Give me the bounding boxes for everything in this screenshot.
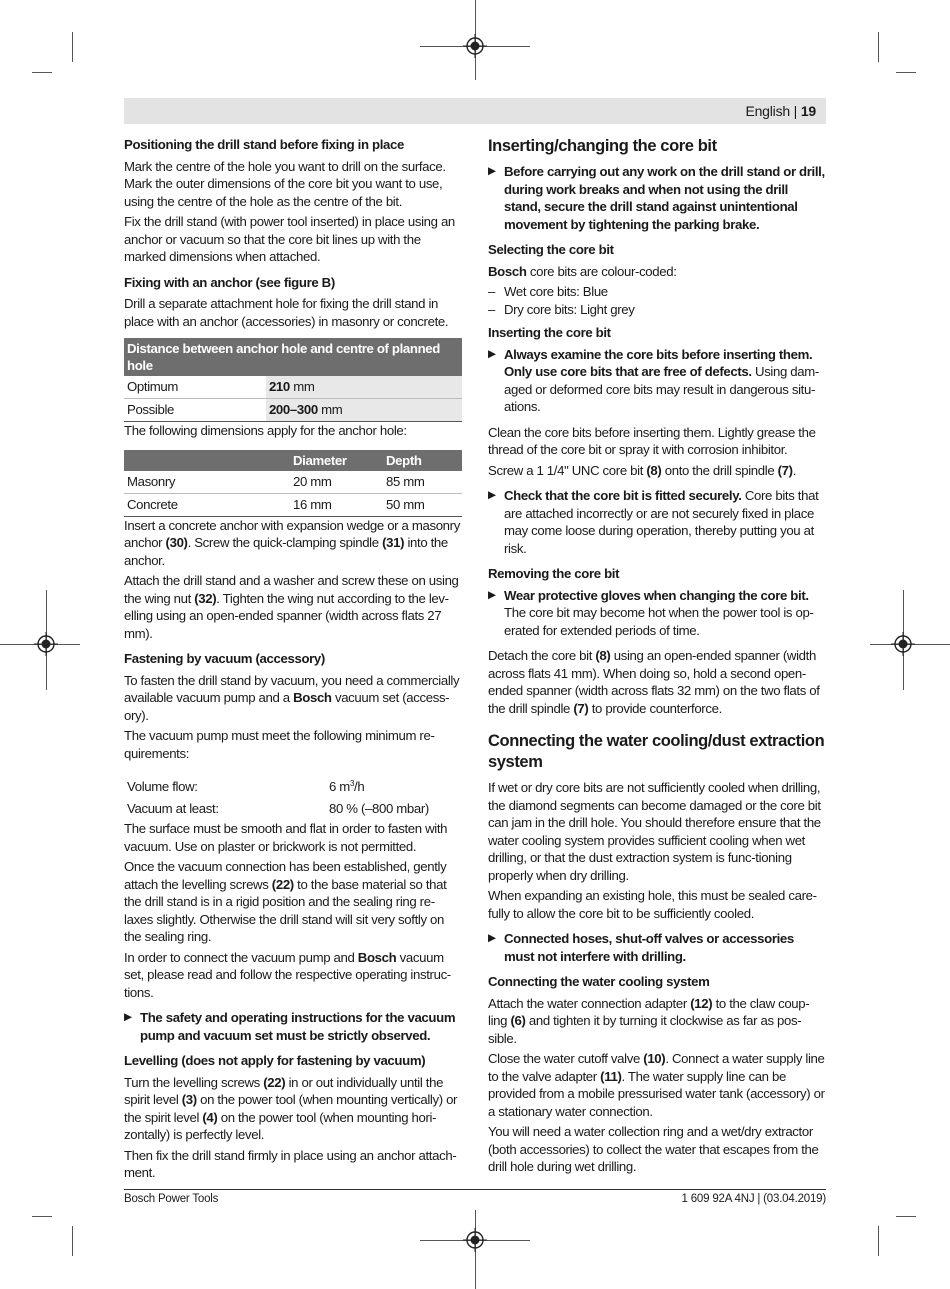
crop-mark <box>32 1216 52 1217</box>
reference-number: (7) <box>573 700 589 716</box>
right-column <box>488 136 826 1179</box>
paragraph: The vacuum pump must meet the following minimum re-quirements: <box>124 728 435 761</box>
table-cell: Concrete <box>124 493 290 516</box>
header-language: English <box>745 103 790 119</box>
text: using an open-ended spanner (width across flats 41 mm). When doing so, hold a second open-ended spanner (width across flats 32 mm) on the two flats of the drill spindle <box>488 648 820 716</box>
text: . <box>792 462 797 478</box>
footer-rule <box>124 1189 826 1190</box>
table-unit: mm <box>317 402 343 417</box>
reference-number: (8) <box>646 462 662 478</box>
paragraph: If wet or dry core bits are not sufficiently cooled when drilling, the diamond segments can become damaged or the core bit can jam in the drill hole. You should therefore ensure that the water cooling system provides sufficient cooling when wet drilling, or that the dust extraction system is func-tioning properly when dry drilling. <box>488 780 821 883</box>
footer-doc-number: 1 609 92A 4NJ | (03.04.2019) <box>681 1193 826 1205</box>
table-cell: 16 mm <box>290 493 383 516</box>
page-number: 19 <box>800 103 816 119</box>
paragraph <box>124 1074 462 1144</box>
section-heading-water-cooling: Connecting the water cooling/dust extraction system <box>488 732 825 771</box>
text: in or out individually until the spirit level <box>124 1074 444 1107</box>
table-row <box>124 399 462 422</box>
text: Close the water cutoff valve <box>488 1051 644 1066</box>
safety-warning <box>488 346 826 416</box>
crop-mark <box>896 1216 916 1217</box>
list-item <box>488 301 826 319</box>
safety-warning <box>488 163 826 233</box>
text: Once the vacuum connection has been established, gently attach the levelling screws <box>124 859 447 892</box>
paragraph: Then fix the drill stand firmly in place using an anchor attach-ment. <box>124 1147 457 1180</box>
warning-arrow-icon: ▶ <box>488 932 496 944</box>
warning-text-bold: Always examine the core bits before inserting them. Only use core bits that are free of defects. <box>504 346 813 379</box>
reference-number: (22) <box>263 1074 286 1090</box>
table-cell: 20 mm <box>290 471 383 494</box>
text: to provide counterforce. <box>588 700 722 716</box>
warning-text: The core bit may become hot when the power tool is op-erated for extended periods of time. <box>504 605 814 638</box>
paragraph: The following dimensions apply for the anchor hole: <box>124 423 407 438</box>
paragraph <box>124 949 462 1002</box>
subsection-heading-removing: Removing the core bit <box>488 566 620 581</box>
table-header: Depth <box>383 450 462 471</box>
reference-number: (11) <box>600 1068 622 1084</box>
table-header <box>124 450 290 471</box>
reference-number: (4) <box>202 1109 218 1125</box>
text: Detach the core bit <box>488 648 596 663</box>
registration-target-icon <box>463 1228 487 1252</box>
text: vacuum set (access-ory). <box>124 690 450 723</box>
table-value: 200–300 <box>268 402 318 417</box>
vacuum-spec-table <box>124 776 462 820</box>
text: to the base material so that the drill stand is in a rigid position and the sealing ring re-laxes slightly. Otherwise the drill stand will sit very softly on the sealing ring. <box>124 876 447 944</box>
paragraph: Clean the core bits before inserting them. Lightly grease the thread of the core bit or spray it with corrosion inhibitor. <box>488 424 816 457</box>
section-heading-positioning: Positioning the drill stand before fixing in place <box>124 137 404 152</box>
text: Attach the water connection adapter <box>488 995 691 1011</box>
warning-arrow-icon: ▶ <box>124 1011 132 1023</box>
warning-text: Using dam-aged or deformed core bits may result in dangerous situ-ations. <box>504 364 819 414</box>
text: into the anchor. <box>124 535 448 568</box>
warning-text: Core bits that are attached incorrectly or are not securely fixed in place may come loose during operation, thereby putting you at risk. <box>504 488 819 556</box>
text: and tighten it by turning it clockwise as far as pos-sible. <box>488 1013 802 1046</box>
warning-text-bold: Wear protective gloves when changing the core bit. <box>504 587 809 603</box>
reference-number: (8) <box>595 648 611 663</box>
paragraph: You will need a water collection ring and a wet/dry extractor (both accessories) to collect the water that escapes from the drill hole during wet drilling. <box>488 1124 819 1174</box>
text: To fasten the drill stand by vacuum, you need a commercially available vacuum pump and a <box>124 672 460 705</box>
text: Insert a concrete anchor with expansion wedge or a masonry anchor <box>124 517 460 550</box>
spec-value: 6 m <box>329 779 350 794</box>
paragraph <box>124 672 462 725</box>
warning-text: Connected hoses, shut-off valves or accessories must not interfere with drilling. <box>504 931 794 964</box>
warning-arrow-icon: ▶ <box>488 165 496 177</box>
text: . The water supply line can be provided from a mobile pressurised water tank (accessory) or a stationary water connection. <box>488 1068 825 1119</box>
paragraph: When expanding an existing hole, this must be sealed care-fully to allow the core bit to be sufficiently cooled. <box>488 888 817 921</box>
text: onto the drill spindle <box>661 462 778 478</box>
dash-marker: – <box>488 301 495 317</box>
header-separator: | <box>793 103 798 119</box>
text: on the power tool (when mounting hori-zontally) is perfectly level. <box>124 1109 437 1142</box>
registration-target-icon <box>891 632 915 656</box>
text: core bits are colour-coded: <box>526 263 677 279</box>
dash-marker: – <box>488 284 495 299</box>
registration-target-icon <box>463 34 487 58</box>
colour-code-list <box>488 283 826 318</box>
table-cell: Optimum <box>124 376 266 399</box>
text: . Tighten the wing nut according to the lev-elling using an open-ended spanner (width across flats 27 mm). <box>124 590 449 641</box>
crop-mark <box>878 32 879 62</box>
anchor-distance-table <box>124 338 462 422</box>
page-header-text <box>745 103 816 119</box>
section-heading-anchor: Fixing with an anchor (see figure B) <box>124 274 335 290</box>
table-row <box>124 471 462 494</box>
text: Turn the levelling screws <box>124 1074 264 1090</box>
reference-number: (7) <box>777 462 793 478</box>
subsection-heading-inserting: Inserting the core bit <box>488 325 611 340</box>
table-cell: Volume flow: <box>127 779 198 794</box>
table-header: Diameter <box>290 450 383 471</box>
crop-mark <box>32 72 52 73</box>
table-unit: mm <box>289 379 315 394</box>
text: on the power tool (when mounting vertically) or the spirit level <box>124 1092 458 1125</box>
list-item <box>488 283 826 301</box>
crop-mark <box>72 1226 73 1256</box>
crop-mark <box>878 1226 879 1256</box>
table-row <box>124 493 462 516</box>
subsection-heading-water-cooling-system: Connecting the water cooling system <box>488 974 710 989</box>
table-cell: Vacuum at least: <box>127 801 219 816</box>
reference-number: (12) <box>690 995 713 1011</box>
left-column <box>124 136 462 1185</box>
reference-number: (30) <box>165 535 188 550</box>
table-header: Distance between anchor hole and centre of planned hole <box>124 338 462 376</box>
section-heading-vacuum: Fastening by vacuum (accessory) <box>124 651 325 666</box>
table-cell <box>266 399 462 422</box>
table-row <box>124 776 462 798</box>
spec-unit: /h <box>354 779 365 794</box>
table-value: 210 <box>268 379 290 394</box>
warning-arrow-icon: ▶ <box>488 588 496 601</box>
paragraph <box>488 1050 826 1120</box>
paragraph <box>124 572 462 642</box>
reference-number: (10) <box>643 1051 666 1066</box>
footer-brand: Bosch Power Tools <box>124 1193 219 1205</box>
text: . Connect a water supply line to the valve adapter <box>488 1051 825 1084</box>
safety-warning <box>488 487 826 557</box>
reference-number: (6) <box>510 1013 526 1028</box>
safety-warning <box>124 1009 462 1044</box>
brand-name: Bosch <box>488 263 527 279</box>
reference-number: (31) <box>382 535 405 550</box>
text: Screw a 1 1/4" UNC core bit <box>488 462 647 478</box>
crop-mark <box>896 72 916 73</box>
warning-text: The safety and operating instructions for the vacuum pump and vacuum set must be strictly observed. <box>140 1010 456 1043</box>
table-cell: 85 mm <box>383 471 462 494</box>
list-item-text: Dry core bits: Light grey <box>504 301 635 317</box>
warning-text: Before carrying out any work on the drill stand or drill, during work breaks and when not using the drill stand, secure the drill stand against unintentional movement by tightening the parking brake. <box>504 164 825 232</box>
anchor-hole-table <box>124 450 462 517</box>
warning-arrow-icon: ▶ <box>488 347 496 360</box>
paragraph: Fix the drill stand (with power tool inserted) in place using an anchor or vacuum so that the core bit lines up with the marked dimensions when attached. <box>124 214 455 264</box>
warning-text-bold: Check that the core bit is fitted securely. <box>504 488 742 503</box>
table-cell: 50 mm <box>383 493 462 516</box>
paragraph <box>488 263 826 281</box>
table-cell <box>326 776 462 798</box>
text: . Screw the quick-clamping spindle <box>187 535 383 550</box>
safety-warning <box>488 930 826 965</box>
paragraph: The surface must be smooth and flat in order to fasten with vacuum. Use on plaster or brickwork is not permitted. <box>124 821 448 854</box>
table-cell: Masonry <box>124 471 290 494</box>
brand-name: Bosch <box>293 690 332 705</box>
crop-mark <box>72 32 73 62</box>
section-heading-levelling: Levelling (does not apply for fastening by vacuum) <box>124 1053 426 1068</box>
table-row <box>124 376 462 399</box>
text: to the claw coup-ling <box>488 995 810 1028</box>
reference-number: (3) <box>181 1092 197 1107</box>
brand-name: Bosch <box>357 949 397 965</box>
text: In order to connect the vacuum pump and <box>124 949 358 965</box>
paragraph <box>488 462 826 480</box>
paragraph <box>488 995 826 1048</box>
section-heading-core-bit: Inserting/changing the core bit <box>488 137 717 155</box>
paragraph: Drill a separate attachment hole for fixing the drill stand in place with an anchor (accessories) in masonry or concrete. <box>124 296 449 329</box>
reference-number: (32) <box>194 590 217 606</box>
paragraph <box>488 647 826 717</box>
text: Attach the drill stand and a washer and screw these on using the wing nut <box>124 573 459 606</box>
table-cell <box>266 376 462 399</box>
paragraph <box>124 517 462 570</box>
paragraph <box>124 858 462 946</box>
spec-superscript: 3 <box>349 779 355 788</box>
warning-arrow-icon: ▶ <box>488 489 496 501</box>
registration-target-icon <box>34 632 58 656</box>
text: vacuum set, please read and follow the respective operating instruc-tions. <box>124 949 451 1000</box>
table-row <box>124 798 462 820</box>
table-cell: 80 % (–800 mbar) <box>329 801 429 816</box>
paragraph: Mark the centre of the hole you want to drill on the surface. Mark the outer dimensions of the core bit you want to use, using the centre of the hole as the centre of the bit. <box>124 158 446 209</box>
list-item-text: Wet core bits: Blue <box>504 284 608 299</box>
subsection-heading-selecting: Selecting the core bit <box>488 242 614 257</box>
running-header <box>124 98 826 124</box>
reference-number: (22) <box>271 876 294 892</box>
table-cell: Possible <box>124 399 266 422</box>
safety-warning <box>488 587 826 640</box>
